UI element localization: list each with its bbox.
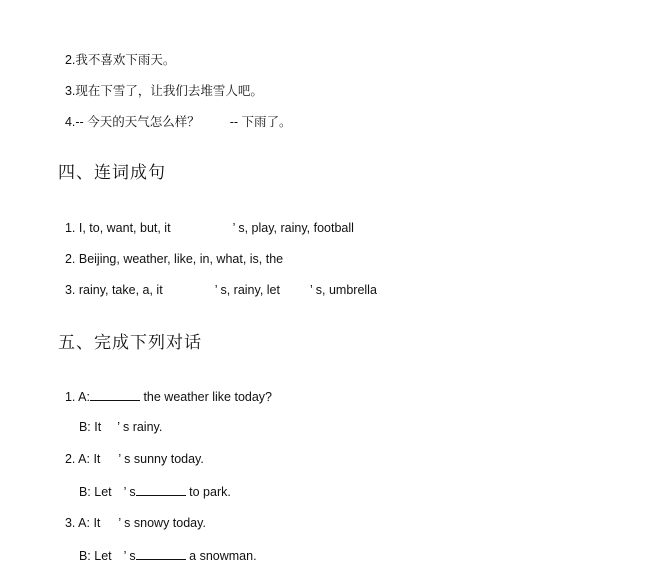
line-text: ’ s [123, 485, 136, 499]
section-5-heading: 五、完成下列对话 [58, 333, 202, 353]
line-text: ’ s snowy today. [118, 516, 206, 530]
dialogue-2-b [72, 467, 231, 500]
dialogue-1-a [58, 372, 272, 405]
speaker-prefix: 1. A: [64, 390, 90, 404]
answer-blank[interactable] [136, 547, 186, 560]
dialogue-3-a [58, 499, 206, 531]
item-part: 1. I, to, want, but, it [64, 221, 171, 235]
word-order-item-3 [58, 266, 377, 298]
item-number: 4. [64, 115, 76, 129]
item-question: -- 今天的天气怎么样？ [75, 115, 200, 129]
speaker-prefix: B: Let [78, 549, 112, 563]
section-4-heading: 四、连词成句 [58, 163, 166, 183]
item-part: ’ s, umbrella [309, 283, 377, 297]
line-text: to park. [185, 485, 231, 499]
answer-blank[interactable] [90, 388, 140, 401]
line-text: ’ s sunny today. [118, 452, 204, 466]
speaker-prefix: 3. A: It [64, 516, 101, 530]
line-text: the weather like today? [139, 390, 273, 404]
item-number: 3. [64, 84, 76, 98]
dialogue-2-a [58, 435, 204, 467]
item-number: 2. [64, 53, 76, 67]
translation-item-2 [58, 36, 175, 68]
speaker-prefix: B: Let [78, 485, 112, 499]
line-text: a snowman. [185, 549, 257, 563]
item-text: 现在下雪了，让我们去堆雪人吧。 [75, 84, 263, 98]
item-part: ’ s, play, rainy, football [232, 221, 354, 235]
dialogue-3-b [72, 531, 257, 564]
line-text: ’ s rainy. [117, 420, 163, 434]
item-part: 3. rainy, take, a, it [64, 283, 163, 297]
translation-item-4 [58, 98, 292, 130]
item-part: 2. Beijing, weather, like, in, what, is, the [64, 252, 284, 266]
word-order-item-1 [58, 204, 354, 236]
word-order-item-2 [58, 235, 283, 267]
speaker-prefix: 2. A: It [64, 452, 101, 466]
dialogue-1-b [72, 403, 162, 435]
answer-blank[interactable] [136, 483, 186, 496]
item-part: ’ s, rainy, let [214, 283, 280, 297]
item-text: 我不喜欢下雨天。 [75, 53, 176, 67]
speaker-prefix: B: It [78, 420, 102, 434]
item-answer: -- 下雨了。 [229, 115, 292, 129]
line-text: ’ s [123, 549, 136, 563]
translation-item-3 [58, 67, 263, 99]
